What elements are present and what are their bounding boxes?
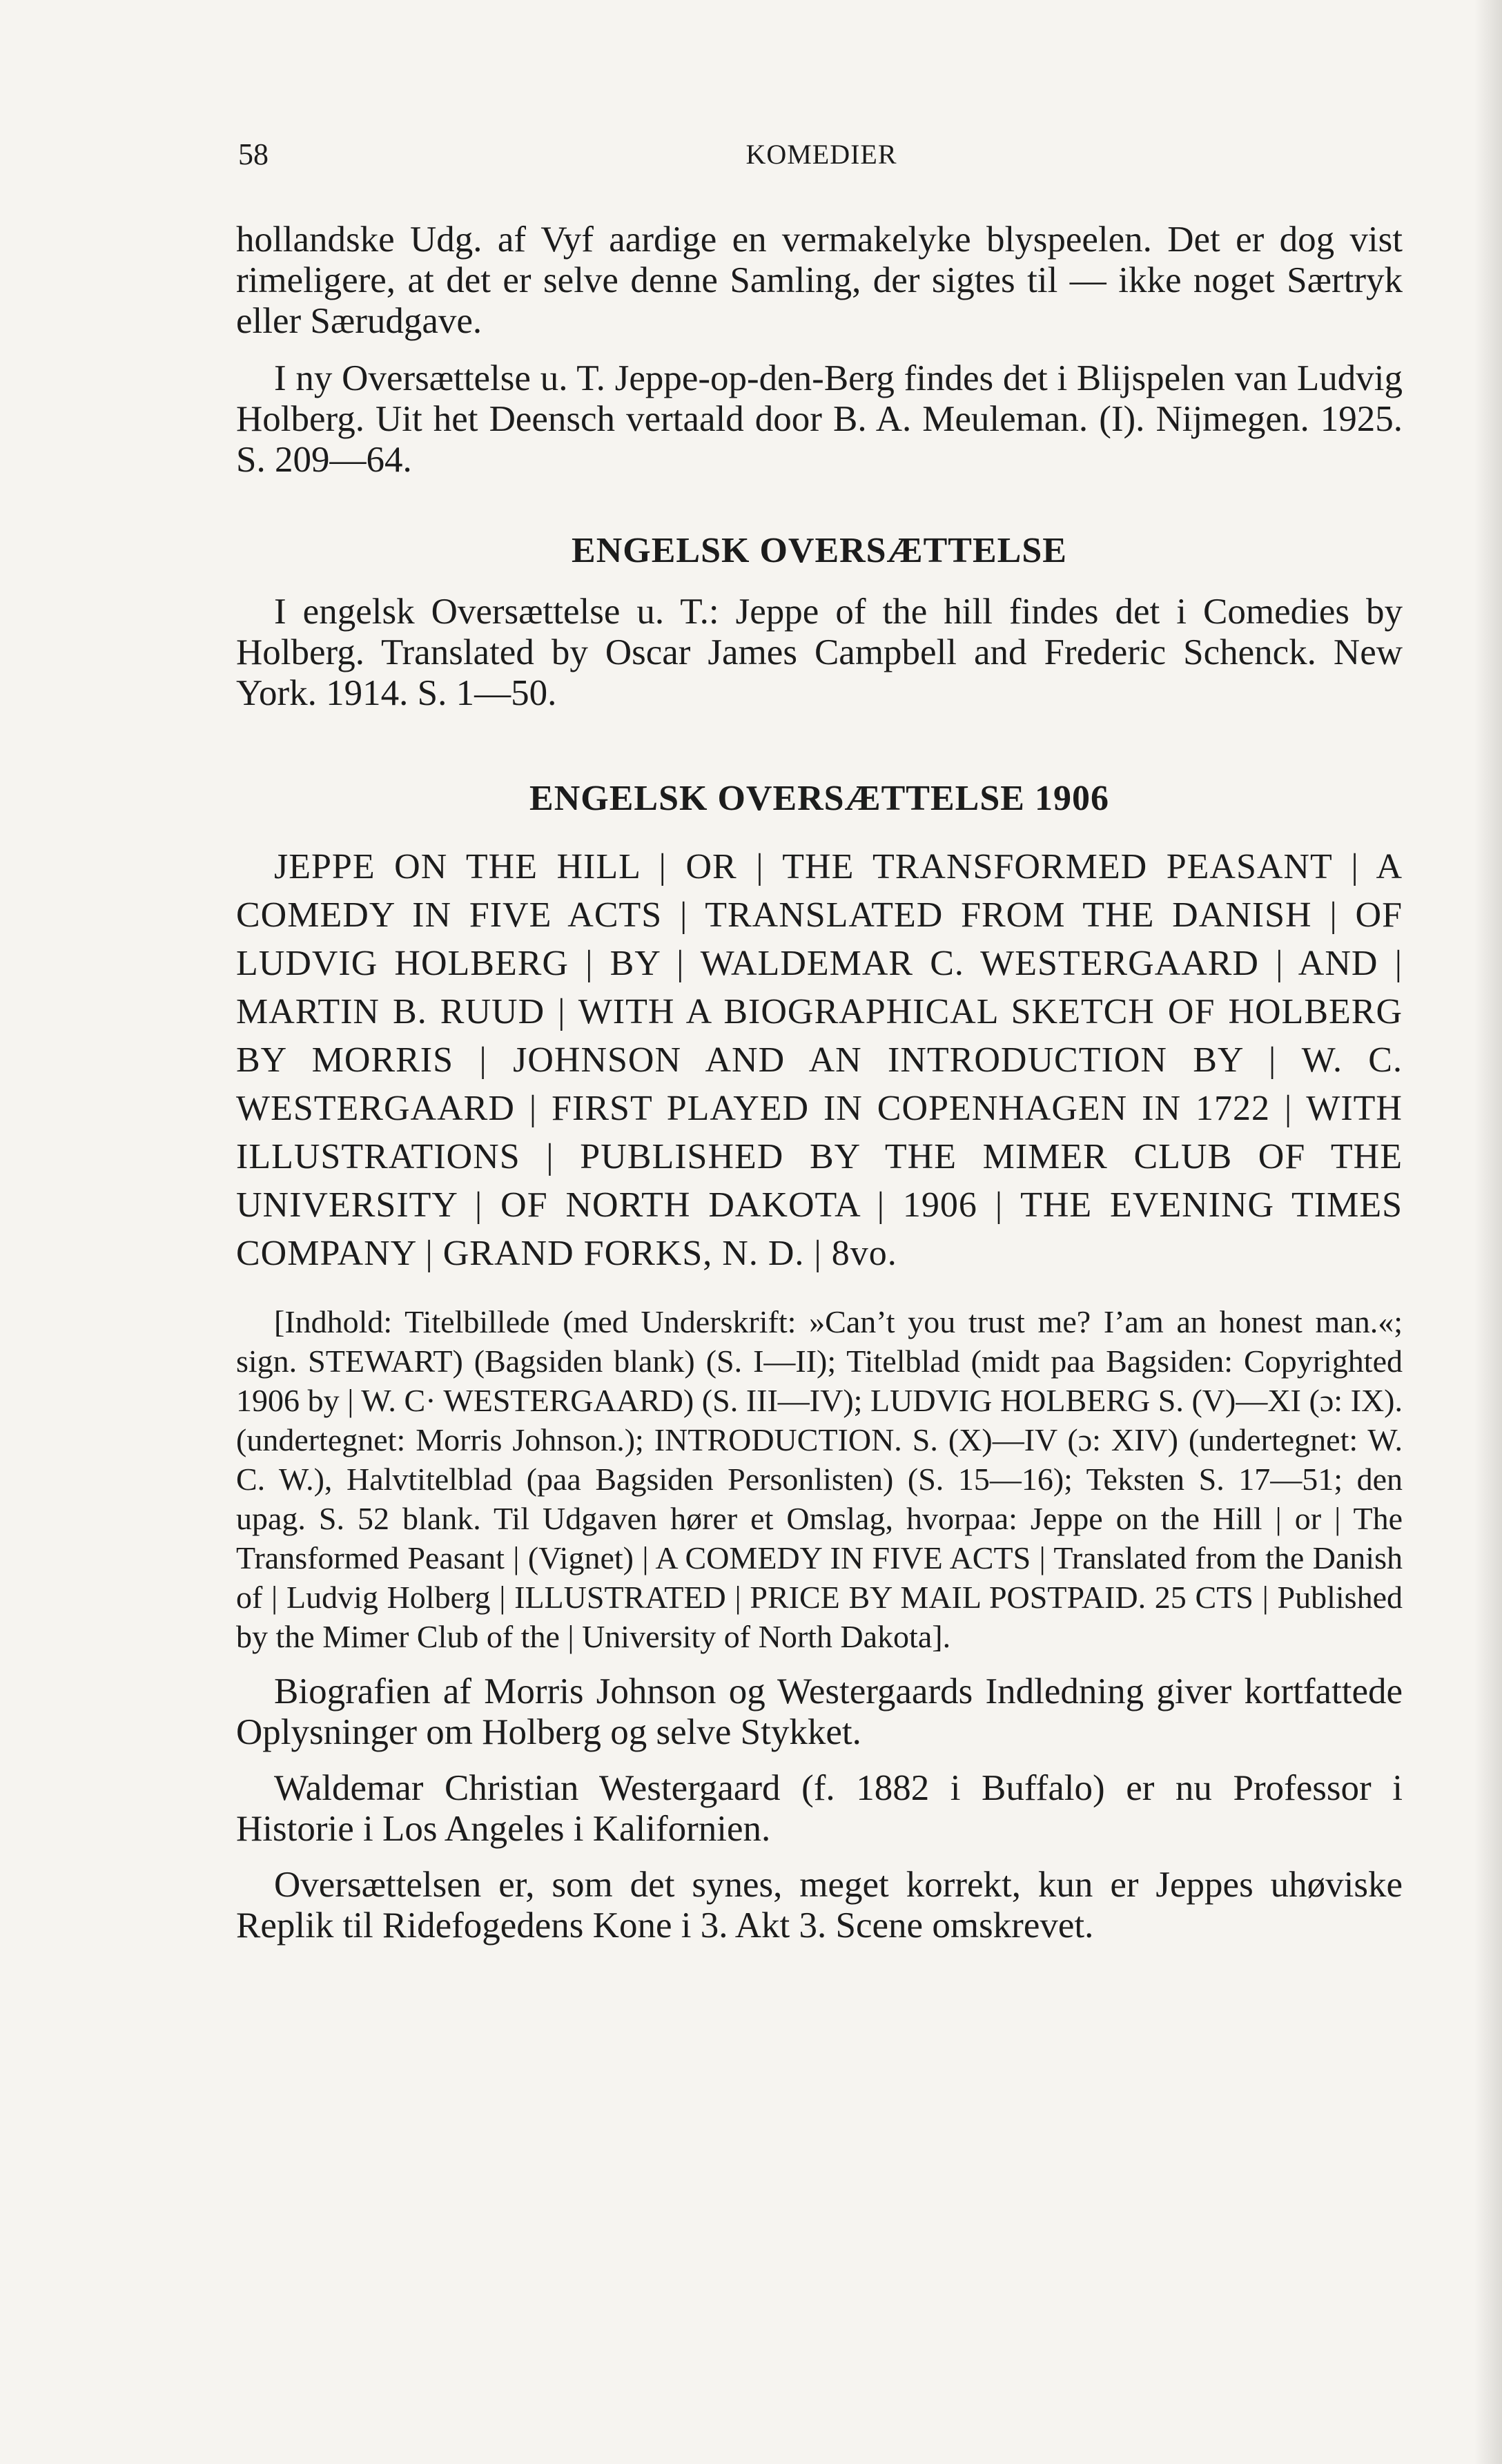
contents-note: [Indhold: Titelbillede (med Underskrift: »Can’t you trust me? I’am an honest man.«; sign. STEWART) (Bagsiden blank) (S. I—II); Titelblad (midt paa Bagsiden: Copyrighted 1906 by | W. C· WESTERGAARD) (S. III—IV); LUDVIG HOLBERG S. (V)—XI (ɔ: IX). (undertegnet: Morris Johnson.); INTRODUCTION. S. (X)—IV (ɔ: XIV) (undertegnet: W. C. W.), Halvtitelblad (paa Bagsiden Personlisten) (S. 15—16); Teksten S. 17—51; den upag. S. 52 blank. Til Udgaven hører et Omslag, hvorpaa: Jeppe on the Hill | or | The Transformed Peasant | (Vignet) | A COMEDY IN FIVE ACTS | Translated from the Danish of | Ludvig Holberg | ILLUSTRATED | PRICE BY MAIL POSTPAID. 25 CTS | Published by the Mimer Club of the | University of North Dakota]. bbox=[236, 1304, 1403, 1654]
heading-english-translation: ENGELSK OVERSÆTTELSE bbox=[572, 531, 1067, 570]
heading-english-translation-1906: ENGELSK OVERSÆTTELSE 1906 bbox=[529, 779, 1109, 818]
paragraph-translation-note: Oversættelsen er, som det synes, meget korrekt, kun er Jeppes uhøviske Replik til Ridefogedens Kone i 3. Akt 3. Scene omskrevet. bbox=[236, 1865, 1403, 1946]
page-edge-shadow bbox=[1474, 0, 1502, 2464]
main-text bbox=[236, 220, 1403, 1946]
page-number: 58 bbox=[238, 137, 269, 171]
title-transcription-text: JEPPE ON THE HILL | OR | THE TRANSFORMED PEASANT | A COMEDY IN FIVE ACTS | TRANSLATED FROM THE DANISH | OF LUDVIG HOLBERG | BY | WALDEMAR C. WESTERGAARD | AND | MARTIN B. RUUD | WITH A BIOGRAPHICAL SKETCH OF HOLBERG BY MORRIS | JOHNSON AND AN INTRODUCTION BY | W. C. WESTERGAARD | FIRST PLAYED IN COPENHAGEN IN 1722 | WITH ILLUSTRATIONS | PUBLISHED BY THE MIMER CLUB OF THE UNIVERSITY | OF NORTH DAKOTA | 1906 | THE EVENING TIMES COMPANY | GRAND FORKS, N. D. | bbox=[236, 847, 1403, 1273]
paragraph-biography: Biografien af Morris Johnson og Westergaards Indledning giver kortfattede Oplysninger om Holberg og selve Stykket. bbox=[236, 1671, 1403, 1752]
paragraph-westergaard: Waldemar Christian Westergaard (f. 1882 i Buffalo) er nu Professor i Historie i Los Angeles i Kalifornien. bbox=[236, 1768, 1403, 1849]
title-transcription bbox=[236, 843, 1403, 1278]
paragraph-english-translation: I engelsk Oversættelse u. T.: Jeppe of the hill findes det i Comedies by Holberg. Translated by Oscar James Campbell and Frederic Schenck. New York. 1914. S. 1—50. bbox=[236, 592, 1403, 713]
running-head: KOMEDIER bbox=[745, 139, 897, 170]
format-8vo: 8vo. bbox=[831, 1234, 897, 1273]
page-header bbox=[238, 137, 1405, 178]
paragraph-dutch-edition-cont: hollandske Udg. af Vyf aardige en vermakelyke blyspeelen. Det er dog vist rimeligere, at det er selve denne Samling, der sigtes til — ikke noget Særtryk eller Særudgave. bbox=[236, 220, 1403, 341]
paragraph-dutch-translation: I ny Oversættelse u. T. Jeppe-op-den-Berg findes det i Blijspelen van Ludvig Holberg. Uit het Deensch vertaald door B. A. Meuleman. (I). Nijmegen. 1925. S. 209—64. bbox=[236, 358, 1403, 480]
